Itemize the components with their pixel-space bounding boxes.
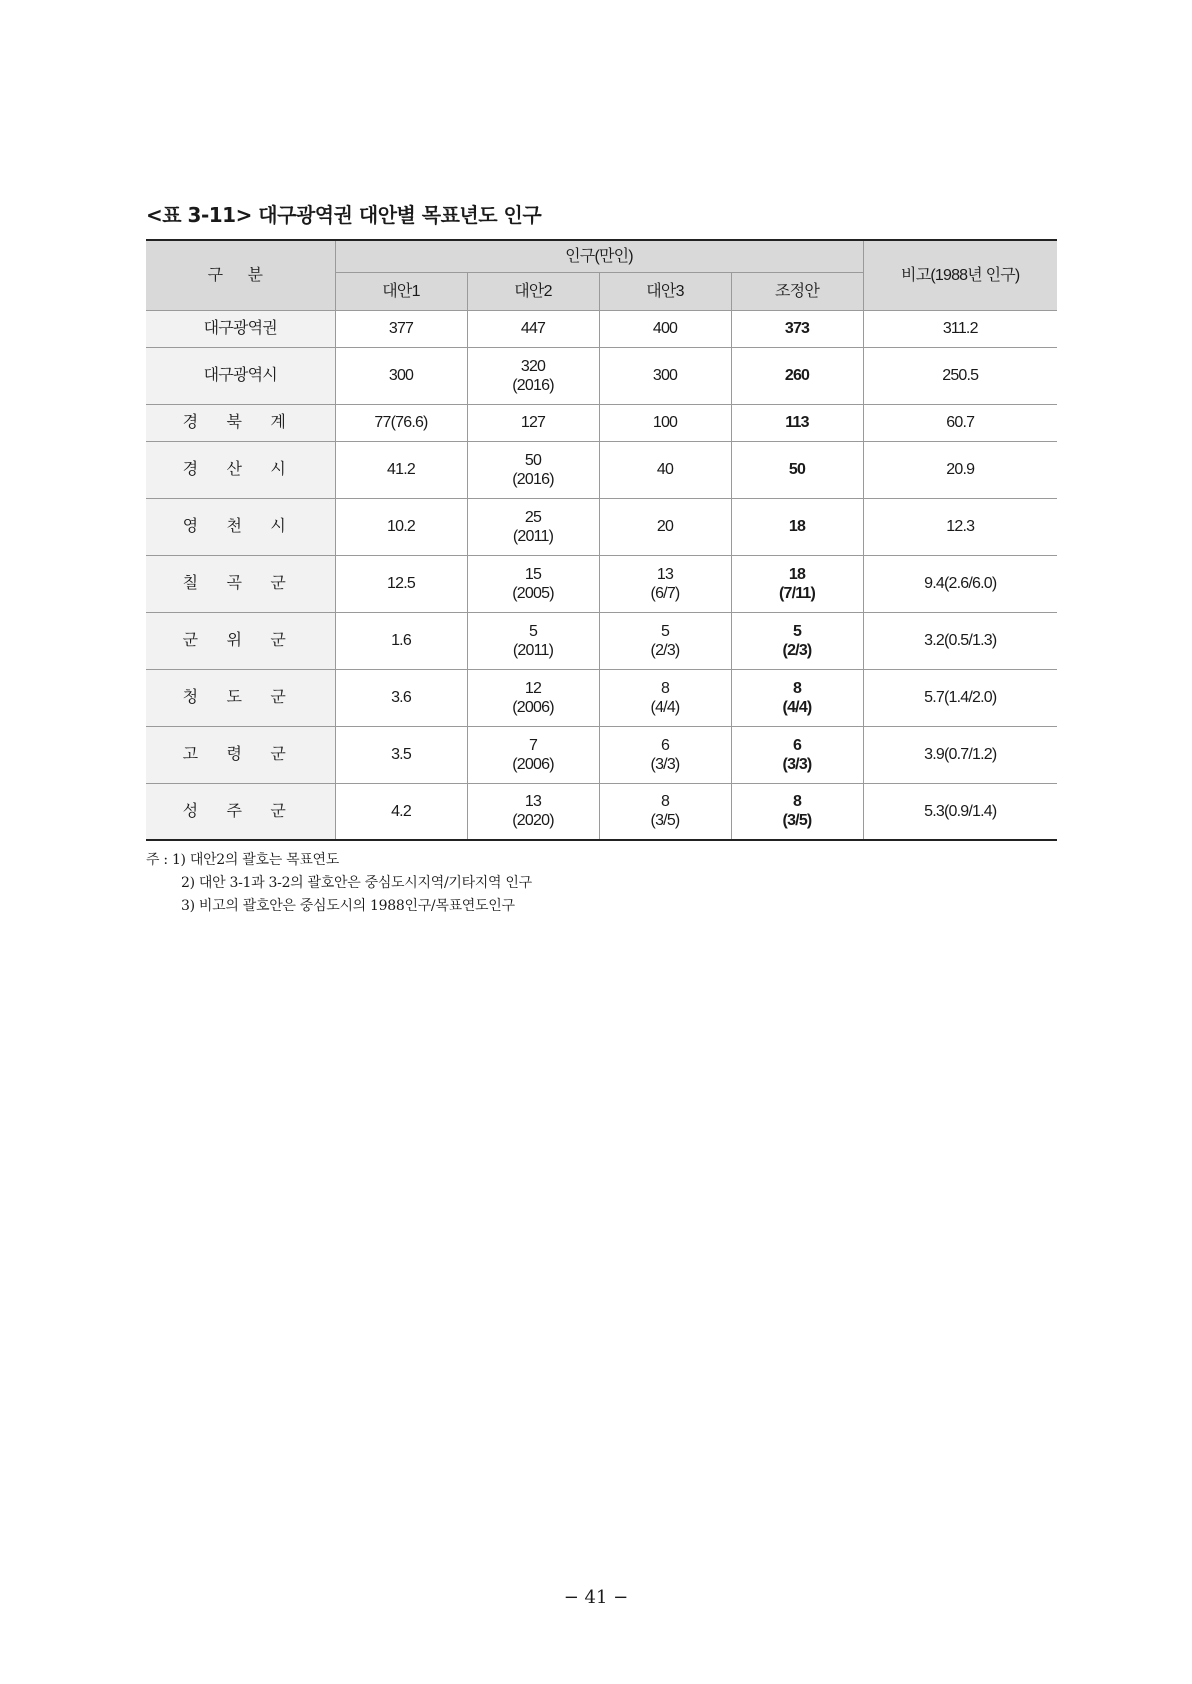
- cell-alt3: [599, 555, 731, 612]
- cell-adjusted: [731, 726, 863, 783]
- cell-alt2-value: 320: [520, 357, 546, 375]
- cell-alt3-note: (2/3): [650, 641, 680, 659]
- cell-adjusted-value: 373: [784, 320, 810, 337]
- cell-remark-value: 311.2: [942, 320, 978, 337]
- cell-alt1: [335, 612, 467, 669]
- cell-remark: [863, 404, 1057, 441]
- cell-adjusted-value: 18: [788, 565, 806, 583]
- cell-alt2: [467, 441, 599, 498]
- cell-alt1-value: 10.2: [387, 518, 415, 535]
- cell-remark-value: 5.7(1.4/2.0): [924, 689, 997, 706]
- cell-alt1: [335, 555, 467, 612]
- cell-alt2-note: (2005): [512, 584, 554, 602]
- row-label: [146, 783, 335, 840]
- table-row: [146, 783, 1057, 840]
- cell-adjusted: [731, 783, 863, 840]
- cell-alt3: [599, 669, 731, 726]
- row-label-value: 고 령 군: [182, 746, 298, 763]
- cell-alt1-value: 377: [388, 320, 414, 337]
- cell-alt3-value: 8: [660, 679, 670, 697]
- footnote-3: 3) 비고의 괄호안은 중심도시의 1988인구/목표연도인구: [181, 898, 515, 914]
- cell-alt1: [335, 669, 467, 726]
- cell-adjusted: [731, 612, 863, 669]
- cell-alt2-value: 15: [524, 565, 542, 583]
- cell-alt2: [467, 726, 599, 783]
- row-label-value: 성 주 군: [182, 802, 298, 820]
- row-label: [146, 404, 335, 441]
- cell-alt1: [335, 441, 467, 498]
- cell-alt1-value: 3.6: [391, 689, 411, 706]
- cell-alt3: [599, 441, 731, 498]
- cell-adjusted: [731, 669, 863, 726]
- cell-alt1: [335, 783, 467, 840]
- table-row: [146, 612, 1057, 669]
- cell-alt2-note: (2020): [512, 812, 554, 830]
- cell-remark-value: 60.7: [946, 414, 975, 431]
- cell-alt3: [599, 347, 731, 404]
- cell-alt1: [335, 404, 467, 441]
- table-row: [146, 404, 1057, 441]
- footnote-2: 2) 대안 3-1과 3-2의 괄호안은 중심도시지역/기타지역 인구: [181, 875, 532, 891]
- cell-alt2-note: (2006): [512, 755, 554, 773]
- table-row: [146, 498, 1057, 555]
- row-label-value: 영 천 시: [182, 518, 298, 535]
- cell-remark: [863, 441, 1057, 498]
- cell-alt3-value: 400: [652, 320, 678, 337]
- cell-alt1-value: 12.5: [387, 575, 415, 592]
- header-population-group: 인구(만인): [335, 240, 863, 272]
- cell-remark: [863, 555, 1057, 612]
- cell-alt3-value: 13: [656, 565, 674, 583]
- cell-adjusted-value: 5: [792, 622, 802, 640]
- table-row: [146, 555, 1057, 612]
- cell-adjusted-value: 18: [788, 518, 806, 535]
- cell-alt3: [599, 498, 731, 555]
- cell-adjusted-value: 6: [792, 736, 802, 754]
- cell-adjusted-note: (2/3): [782, 641, 812, 659]
- cell-adjusted-note: (3/3): [782, 755, 812, 773]
- cell-adjusted: [731, 347, 863, 404]
- cell-alt1: [335, 347, 467, 404]
- cell-adjusted-value: 8: [792, 793, 802, 811]
- cell-alt1: [335, 310, 467, 347]
- cell-remark: [863, 726, 1057, 783]
- row-label: [146, 669, 335, 726]
- cell-remark: [863, 783, 1057, 840]
- cell-remark-value: 5.3(0.9/1.4): [924, 802, 997, 820]
- page-number: − 41 −: [563, 1587, 629, 1608]
- header-alt2: 대안2: [467, 272, 599, 310]
- table-row: [146, 347, 1057, 404]
- cell-remark-value: 12.3: [946, 518, 975, 535]
- header-alt3: 대안3: [599, 272, 731, 310]
- row-label: [146, 612, 335, 669]
- table-row: [146, 726, 1057, 783]
- header-adjusted: 조정안: [731, 272, 863, 310]
- cell-alt1-value: 3.5: [391, 746, 411, 763]
- cell-alt3-value: 40: [656, 461, 674, 478]
- footnote-1: 주 : 1) 대안2의 괄호는 목표연도: [146, 852, 340, 868]
- cell-alt2-value: 5: [528, 622, 538, 640]
- cell-alt2: [467, 783, 599, 840]
- cell-adjusted: [731, 555, 863, 612]
- cell-remark-value: 250.5: [942, 367, 979, 384]
- cell-alt3-value: 20: [656, 518, 674, 535]
- cell-remark: [863, 498, 1057, 555]
- cell-adjusted-note: (3/5): [782, 812, 812, 830]
- cell-alt2: [467, 669, 599, 726]
- row-label: [146, 498, 335, 555]
- header-alt1: 대안1: [335, 272, 467, 310]
- cell-alt2-note: (2016): [512, 376, 554, 394]
- cell-remark-value: 9.4(2.6/6.0): [924, 575, 997, 592]
- cell-alt2-note: (2011): [512, 641, 554, 659]
- cell-alt2-note: (2011): [512, 527, 554, 545]
- row-label: [146, 441, 335, 498]
- cell-alt2: [467, 612, 599, 669]
- table-title: <표 3-11> 대구광역권 대안별 목표년도 인구: [146, 203, 542, 227]
- row-label: [146, 726, 335, 783]
- cell-remark-value: 20.9: [946, 461, 975, 478]
- cell-alt3: [599, 310, 731, 347]
- header-remark: 비고(1988년 인구): [863, 240, 1057, 310]
- cell-alt2-value: 50: [524, 451, 542, 469]
- row-label: [146, 310, 335, 347]
- cell-alt3: [599, 783, 731, 840]
- cell-alt2-note: (2006): [512, 698, 554, 716]
- cell-alt3: [599, 404, 731, 441]
- cell-alt3-note: (6/7): [650, 584, 680, 602]
- cell-alt1-value: 300: [388, 367, 414, 384]
- cell-alt2-value: 447: [520, 320, 546, 337]
- cell-alt1-value: 4.2: [391, 802, 411, 820]
- cell-alt2: [467, 498, 599, 555]
- row-label-value: 경 산 시: [182, 461, 298, 478]
- cell-alt1-value: 1.6: [391, 632, 411, 649]
- cell-alt3-value: 6: [660, 736, 670, 754]
- row-label-value: 대구광역권: [203, 320, 277, 337]
- header-category: 구 분: [146, 240, 335, 310]
- row-label-value: 경 북 계: [182, 414, 298, 431]
- cell-remark: [863, 347, 1057, 404]
- cell-alt3-note: (4/4): [650, 698, 680, 716]
- cell-remark-value: 3.2(0.5/1.3): [924, 632, 997, 649]
- cell-adjusted-note: (7/11): [778, 584, 816, 602]
- cell-adjusted-value: 113: [785, 414, 809, 431]
- cell-alt2: [467, 555, 599, 612]
- cell-alt3-note: (3/5): [650, 812, 680, 830]
- cell-alt1: [335, 498, 467, 555]
- cell-adjusted: [731, 404, 863, 441]
- cell-alt3-note: (3/3): [650, 755, 680, 773]
- cell-alt3-value: 300: [652, 367, 678, 384]
- cell-alt2: [467, 404, 599, 441]
- table-row: [146, 669, 1057, 726]
- cell-remark: [863, 669, 1057, 726]
- cell-alt2-value: 13: [524, 793, 542, 811]
- cell-alt3-value: 5: [660, 622, 670, 640]
- row-label-value: 대구광역시: [203, 367, 277, 384]
- cell-adjusted-value: 50: [788, 461, 806, 478]
- cell-adjusted-value: 260: [784, 367, 810, 384]
- cell-alt1: [335, 726, 467, 783]
- row-label: [146, 347, 335, 404]
- cell-remark: [863, 310, 1057, 347]
- population-table: [146, 239, 1057, 841]
- cell-adjusted: [731, 310, 863, 347]
- row-label: [146, 555, 335, 612]
- cell-alt3-value: 100: [652, 414, 678, 431]
- cell-alt3: [599, 726, 731, 783]
- cell-alt2-value: 7: [528, 736, 538, 754]
- row-label-value: 청 도 군: [182, 689, 298, 706]
- cell-remark-value: 3.9(0.7/1.2): [924, 746, 997, 763]
- cell-alt1-value: 77(76.6): [374, 414, 428, 431]
- cell-alt2-value: 12: [524, 679, 542, 697]
- cell-adjusted-value: 8: [792, 679, 802, 697]
- cell-alt3-value: 8: [660, 793, 670, 811]
- table-row: [146, 310, 1057, 347]
- cell-remark: [863, 612, 1057, 669]
- cell-alt2: [467, 347, 599, 404]
- cell-adjusted: [731, 498, 863, 555]
- cell-alt2: [467, 310, 599, 347]
- cell-adjusted: [731, 441, 863, 498]
- cell-adjusted-note: (4/4): [782, 698, 812, 716]
- cell-alt1-value: 41.2: [387, 461, 415, 478]
- cell-alt2-note: (2016): [512, 470, 554, 488]
- cell-alt2-value: 127: [520, 414, 546, 431]
- table-row: [146, 441, 1057, 498]
- footnotes: [146, 849, 532, 918]
- row-label-value: 군 위 군: [182, 632, 298, 649]
- cell-alt3: [599, 612, 731, 669]
- row-label-value: 칠 곡 군: [182, 575, 298, 592]
- cell-alt2-value: 25: [524, 508, 542, 526]
